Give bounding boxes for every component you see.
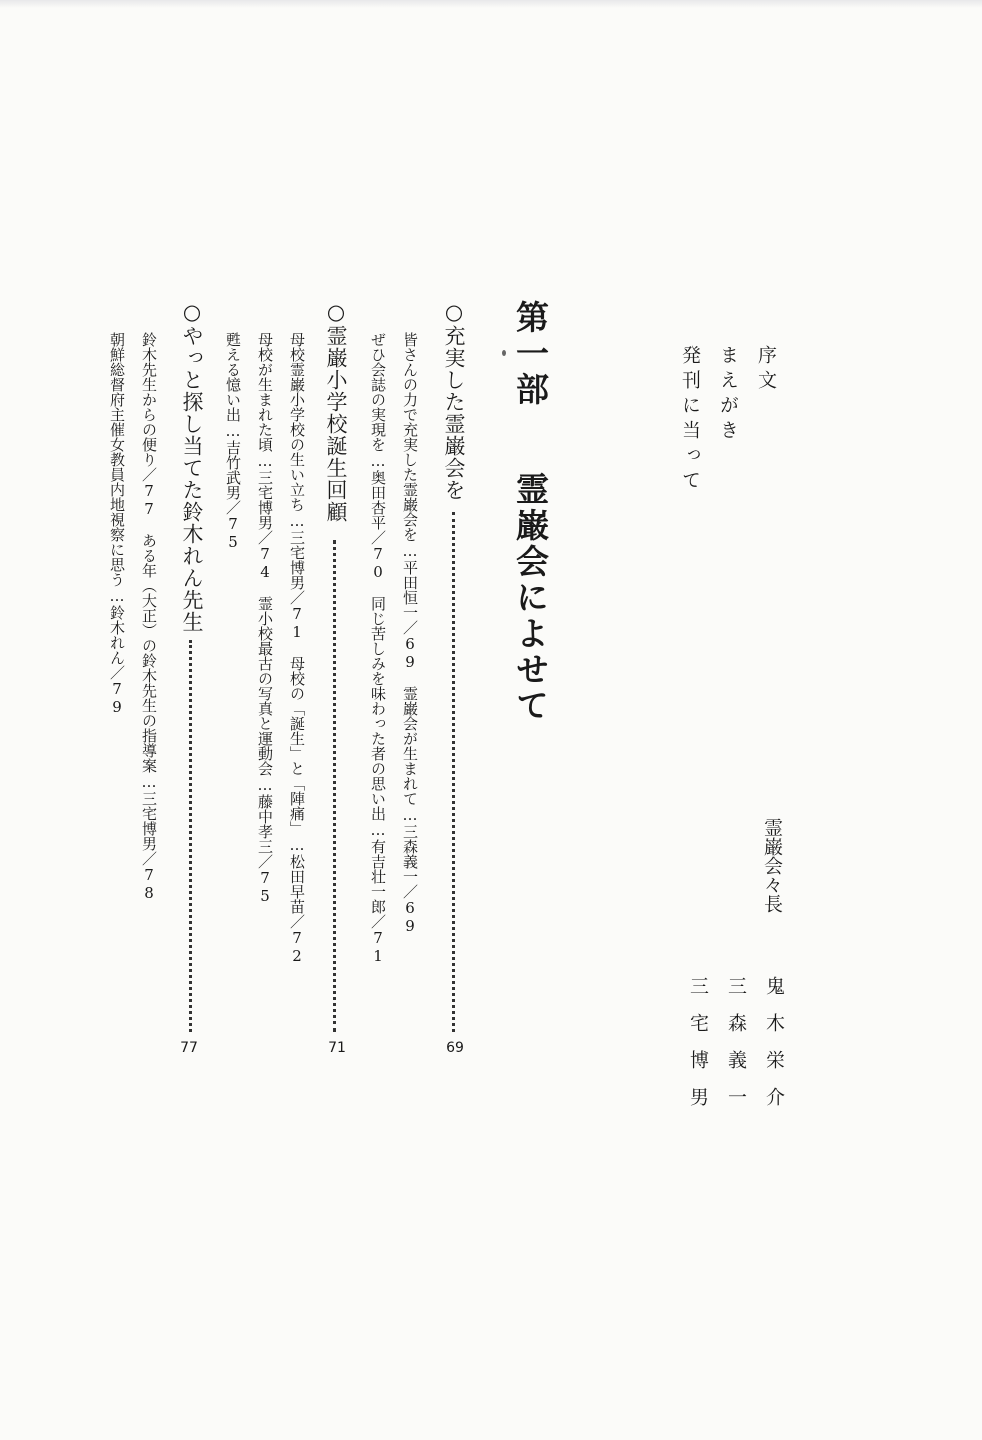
section-page-3: 77 <box>180 1040 198 1056</box>
section-3-line-1: 鈴木先生からの便り／77 ある年（大正）の鈴木先生の指導案…三宅博男／78 <box>140 332 158 902</box>
section-1-line-2: ぜひ会誌の実現を…奥田杏平／70 同じ苦しみを味わった者の思い出…有吉壮一郎／71 <box>369 332 387 965</box>
author-foreword: 三森義一 <box>725 976 747 1124</box>
section-leader-3 <box>189 640 195 1032</box>
section-heading-2: ○霊巌小学校誕生回顧 <box>324 300 348 523</box>
print-speck <box>502 350 506 356</box>
section-2-line-1: 母校霊巌小学校の生い立ち…三宅博男／71 母校の「誕生」と「陣痛」…松田早苗／72 <box>288 332 306 965</box>
section-leader-2 <box>333 540 339 1032</box>
author-preface: 鬼木栄介 <box>763 976 785 1124</box>
section-2-line-2: 母校が生まれた頃…三宅博男／74 霊小校最古の写真と運動会…藤中孝三／75 <box>256 332 274 905</box>
section-heading-3: ○やっと探し当てた鈴木れん先生 <box>180 300 204 633</box>
author-publication-note: 三宅博男 <box>687 976 709 1124</box>
section-1-line-1: 皆さんの力で充実した霊巌会を…平田恒一／69 霊巌会が生まれて…三森義一／69 <box>401 332 419 935</box>
part-title: 霊巌会によせて <box>511 472 550 724</box>
section-3-line-2: 朝鮮総督府主催女教員内地視察に思う…鈴木れん／79 <box>108 332 126 716</box>
section-leader-1 <box>452 512 458 1032</box>
toc-entry-publication-note: 発刊に当って <box>679 345 701 495</box>
president-title: 霊巌会々長 <box>761 818 783 913</box>
section-page-1: 69 <box>446 1040 464 1056</box>
part-label: 第一部 <box>511 300 550 408</box>
section-2-line-3: 甦える憶い出…吉竹武男／75 <box>224 332 242 551</box>
toc-entry-preface: 序文 <box>755 345 777 395</box>
toc-entry-foreword: まえがき <box>717 345 739 445</box>
section-page-2: 71 <box>328 1040 346 1056</box>
page-top-edge <box>0 0 982 8</box>
section-heading-1: ○充実した霊巌会を <box>442 300 466 501</box>
